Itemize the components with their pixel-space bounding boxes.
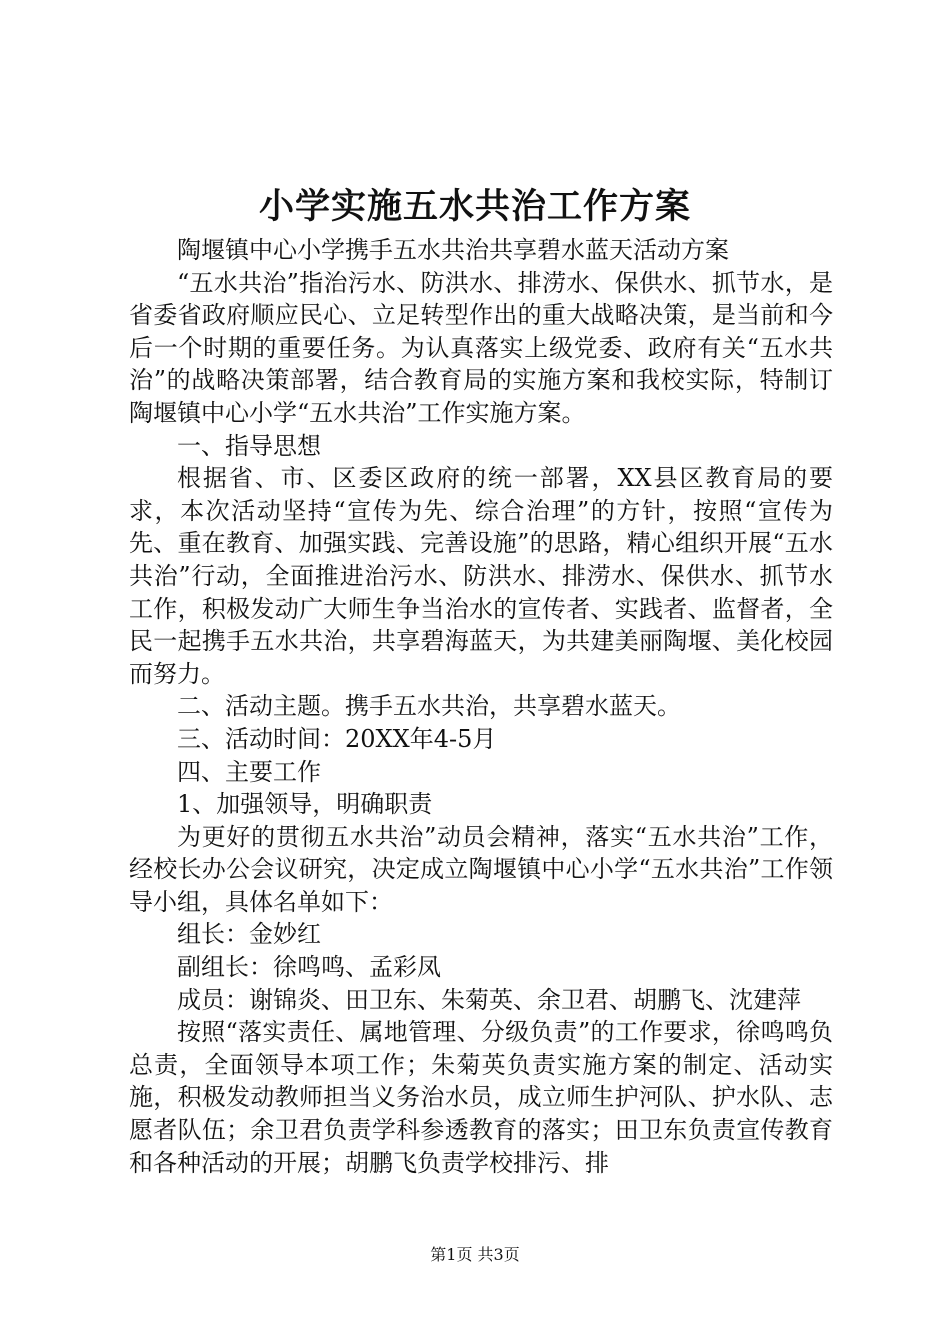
section-heading-time: 三、活动时间：20XX年4-5月 (177, 724, 497, 753)
paragraph-responsibilities: 按照“落实责任、属地管理、分级负责”的工作要求，徐鸣鸣负总责，全面领导本项工作；朱菊英负责实施方案的制定、活动实施，积极发动教师担当义务治水员，成立师生护河队、护水队、志愿者队伍；余卫君负责学科参透教育的落实；田卫东负责宣传教育和各种活动的开展；胡鹏飞负责学校排污、排 (129, 1018, 833, 1177)
paragraph-subtitle: 陶堰镇中心小学携手五水共治共享碧水蓝天活动方案 (177, 236, 729, 264)
section-heading-main-work: 四、主要工作 (177, 757, 321, 786)
paragraph-intro: “五水共治”指治污水、防洪水、排涝水、保供水、抓节水，是省委省政府顺应民心、立足转型作出的重大战略决策，是当前和今后一个时期的重要任务。为认真落实上级党委、政府有关“五水共治”的战略决策部署，结合教育局的实施方案和我校实际，特制订陶堰镇中心小学“五水共治”工作实施方案。 (129, 268, 833, 427)
section-heading-guiding-ideology: 一、指导思想 (177, 431, 321, 460)
paragraph-guiding-ideology: 根据省、市、区委区政府的统一部署，XX县区教育局的要求，本次活动坚持“宣传为先、综合治理”的方针，按照“宣传为先、重在教育、加强实践、完善设施”的思路，精心组织开展“五水共治”行动，全面推进治污水、防洪水、排涝水、保供水、抓节水工作，积极发动广大师生争当治水的宣传者、实践者、监督者，全民一起携手五水共治，共享碧海蓝天，为共建美丽陶堰、美化校园而努力。 (129, 464, 833, 688)
document-body (129, 234, 833, 1179)
page-number-footer: 第1页 共3页 (430, 1245, 520, 1264)
paragraph-team-leader: 组长：金妙红 (177, 920, 321, 949)
document-title: 小学实施五水共治工作方案 (258, 186, 691, 227)
paragraph-deputy-leaders: 副组长：徐鸣鸣、孟彩凤 (177, 953, 441, 982)
section-heading-theme: 二、活动主题。携手五水共治，共享碧水蓝天。 (177, 692, 681, 721)
paragraph-members: 成员：谢锦炎、田卫东、朱菊英、余卫君、胡鹏飞、沈建萍 (177, 985, 801, 1014)
subsection-heading-leadership: 1、加强领导，明确职责 (177, 790, 433, 819)
paragraph-leadership: 为更好的贯彻五水共治”动员会精神，落实“五水共治”工作，经校长办公会议研究，决定成立陶堰镇中心小学“五水共治”工作领导小组，具体名单如下： (129, 822, 833, 916)
